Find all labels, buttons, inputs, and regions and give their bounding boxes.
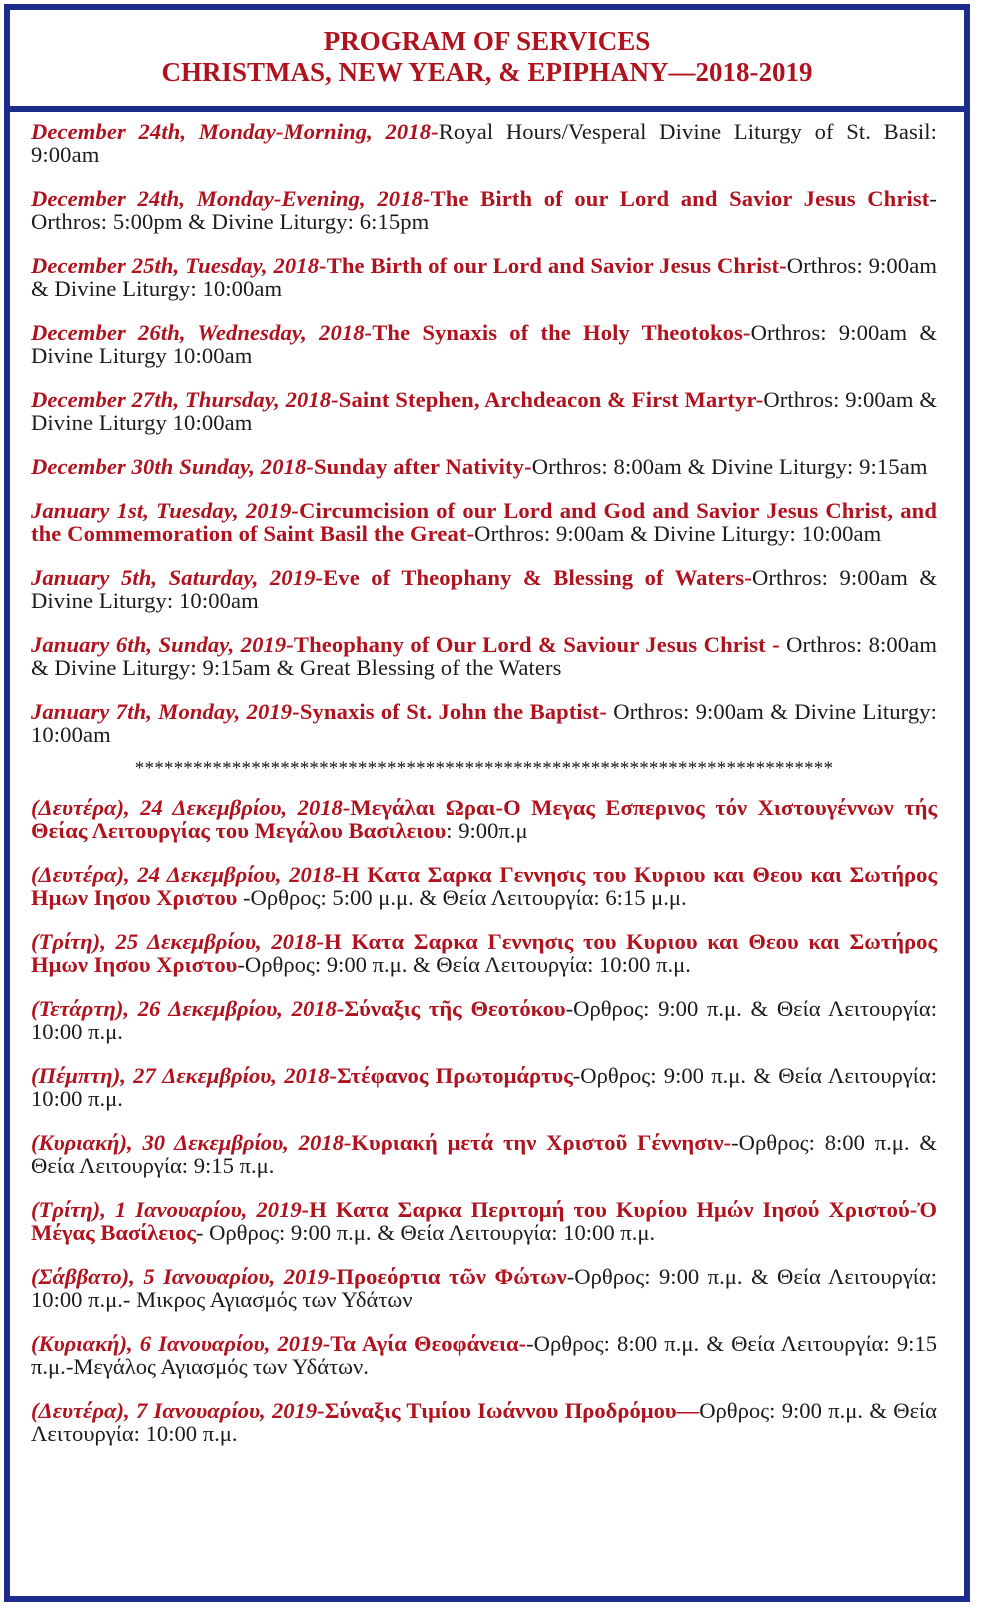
service-date: January 5th, Saturday, 2019- [31, 565, 324, 590]
service-times: -Ορθρος: 9:00 π.μ. & Θεία Λειτουργία: 10:00 π.μ. [237, 952, 691, 977]
service-entry [31, 1332, 937, 1378]
service-entry [31, 388, 937, 434]
service-times: -Ορθρος: 8:00 π.μ. & Θεία Λειτουργία: 9:15 π.μ. [31, 1130, 937, 1178]
service-feast: Theophany of Our Lord & Saviour Jesus Christ - [293, 632, 787, 657]
service-times: -Ορθρος: 8:00 π.μ. & Θεία Λειτουργία: 9:15 π.μ.-Μεγάλος Αγιασμός των Υδάτων. [31, 1331, 937, 1379]
service-times: Orthros: 9:00am & Divine Liturgy: 10:00am [31, 699, 937, 747]
service-feast: Σύναξις Τιμίου Ιωάννου Προδρόμου— [324, 1398, 700, 1423]
service-entry [31, 1198, 937, 1244]
service-times: Orthros: 8:00am & Divine Liturgy: 9:15am [531, 454, 928, 479]
service-date: (Δευτέρα), 24 Δεκεμβρίου, 2018- [31, 795, 351, 820]
program-header [10, 10, 964, 112]
program-subtitle: CHRISTMAS, NEW YEAR, & EPIPHANY—2018-2019 [161, 57, 813, 87]
service-feast: Σύναξις τῆς Θεοτόκου [344, 996, 566, 1021]
service-feast: The Birth of our Lord and Savior Jesus Christ- [326, 253, 787, 278]
service-times: -Ορθρος: 5:00 μ.μ. & Θεία Λειτουργία: 6:15 μ.μ. [237, 885, 687, 910]
service-times: -Ορθρος: 9:00 π.μ. & Θεία Λειτουργία: 10:00 π.μ. [31, 996, 937, 1044]
service-entry [31, 633, 937, 679]
service-entry [31, 566, 937, 612]
services-list [31, 120, 937, 1466]
service-date: January 6th, Sunday, 2019- [31, 632, 294, 657]
service-entry [31, 930, 937, 976]
service-date: January 1st, Tuesday, 2019- [31, 498, 300, 523]
service-feast: Κυριακή μετά την Χριστοῦ Γέννησιν- [351, 1130, 732, 1155]
service-feast: The Birth of our Lord and Savior Jesus Christ [430, 186, 930, 211]
service-times: Orthros: 9:00am & Divine Liturgy: 10:00am [31, 253, 938, 301]
service-times: - Ορθρος: 9:00 π.μ. & Θεία Λειτουργία: 10:00 π.μ. [195, 1220, 656, 1245]
service-times: -Ορθρος: 9:00 π.μ. & Θεία Λειτουργία: 10:00 π.μ. [31, 1063, 937, 1111]
service-entry [31, 321, 937, 367]
service-entry [31, 997, 937, 1043]
service-times: Orthros: 8:00am & Divine Liturgy: 9:15am & Great Blessing of the Waters [31, 632, 937, 680]
service-date: December 24th, Monday-Evening, 2018- [31, 186, 431, 211]
service-feast: The Synaxis of the Holy Theotokos- [372, 320, 751, 345]
service-date: January 7th, Monday, 2019- [31, 699, 300, 724]
service-times: -Orthros: 5:00pm & Divine Liturgy: 6:15pm [31, 186, 937, 234]
service-times: -Ορθρος: 9:00 π.μ. & Θεία Λειτουργία: 10:00 π.μ.- Μικρος Αγιασμός των Υδάτων [31, 1264, 937, 1312]
service-date: (Τρίτη), 25 Δεκεμβρίου, 2018- [31, 929, 325, 954]
service-feast: Saint Stephen, Archdeacon & First Martyr- [338, 387, 764, 412]
service-date: (Δευτέρα), 24 Δεκεμβρίου, 2018- [31, 862, 342, 887]
service-date: December 27th, Thursday, 2018- [31, 387, 339, 412]
greek-services [31, 796, 937, 1445]
service-entry [31, 254, 937, 300]
service-feast: Circumcision of our Lord and God and Savior Jesus Christ, and the Commemoration of Saint Basil the Great- [31, 498, 937, 546]
service-entry [31, 187, 937, 233]
service-feast: Η Κατα Σαρκα Γεννησις του Κυριου και Θεου και Σωτήρος Ημων Ιησου Χριστου [31, 862, 937, 910]
service-date: (Κυριακή), 6 Ιανουαρίου, 2019- [31, 1331, 331, 1356]
service-entry [31, 700, 937, 746]
service-times: Ορθρος: 9:00 π.μ. & Θεία Λειτουργία: 10:00 π.μ. [31, 1398, 937, 1446]
service-date: December 26th, Wednesday, 2018- [31, 320, 373, 345]
service-times: Orthros: 9:00am & Divine Liturgy 10:00am [31, 387, 938, 435]
service-times: Royal Hours/Vesperal Divine Liturgy of St. Basil: 9:00am [31, 119, 937, 167]
program-title: PROGRAM OF SERVICES [323, 26, 651, 56]
service-times: Orthros: 9:00am & Divine Liturgy: 10:00am [474, 521, 882, 546]
service-feast: Προεόρτια τῶν Φώτων [336, 1264, 567, 1289]
english-services [31, 120, 937, 746]
service-date: (Τρίτη), 1 Ιανουαρίου, 2019- [31, 1197, 310, 1222]
service-times: Orthros: 9:00am & Divine Liturgy 10:00am [31, 320, 937, 368]
service-feast: Μεγάλαι Ωραι-Ο Μεγας Εσπερινος τόν Χιστουγέννων τής Θείας Λειτουργίας του Μεγάλου Βασιλειου [31, 795, 937, 843]
service-feast: Η Κατα Σαρκα Περιτομή του Κυρίου Ημών Ιησού Χριστού-Ὀ Μέγας Βασίλειος [31, 1197, 937, 1245]
service-times: : 9:00π.μ [446, 818, 528, 843]
service-date: December 30th Sunday, 2018- [31, 454, 315, 479]
program-frame [4, 4, 970, 1602]
service-date: (Δευτέρα), 7 Ιανουαρίου, 2019- [31, 1398, 325, 1423]
service-date: December 25th, Tuesday, 2018- [31, 253, 327, 278]
service-feast: Synaxis of St. John the Baptist- [299, 699, 607, 724]
service-entry [31, 455, 937, 478]
service-entry [31, 863, 937, 909]
service-date: (Πέμπτη), 27 Δεκεμβρίου, 2018- [31, 1063, 337, 1088]
service-entry [31, 499, 937, 545]
service-entry [31, 1064, 937, 1110]
service-entry [31, 1399, 937, 1445]
service-feast: Eve of Theophany & Blessing of Waters- [323, 565, 752, 590]
service-date: (Κυριακή), 30 Δεκεμβρίου, 2018- [31, 1130, 352, 1155]
service-date: (Τετάρτη), 26 Δεκεμβρίου, 2018- [31, 996, 345, 1021]
section-separator: ************************************************************************ [134, 759, 834, 778]
service-date: December 24th, Monday-Morning, 2018- [31, 119, 439, 144]
service-feast: Στέφανος Πρωτομάρτυς [336, 1063, 573, 1088]
service-entry [31, 796, 937, 842]
service-date: (Σάββατο), 5 Ιανουαρίου, 2019- [31, 1264, 337, 1289]
service-times: Orthros: 9:00am & Divine Liturgy: 10:00am [31, 565, 937, 613]
service-feast: Τα Αγία Θεοφάνεια- [330, 1331, 527, 1356]
service-entry [31, 1265, 937, 1311]
service-feast: Sunday after Nativity- [314, 454, 532, 479]
service-entry [31, 120, 937, 166]
service-feast: Η Κατα Σαρκα Γεννησις του Κυριου και Θεου και Σωτήρος Ημων Ιησου Χριστου [31, 929, 937, 977]
service-entry [31, 1131, 937, 1177]
